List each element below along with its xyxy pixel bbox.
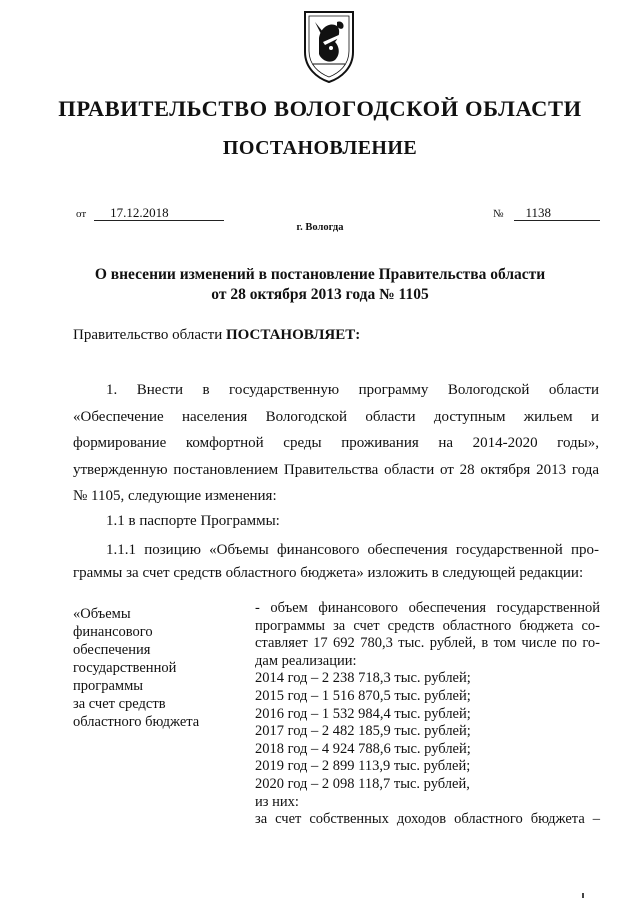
resolution-keyword: ПОСТАНОВЛЯЕТ:: [225, 327, 361, 343]
resolution-lead: Правительство области: [73, 327, 223, 343]
left-line: за счет средств: [73, 696, 166, 712]
right-intro-line: - объем финансового обеспечения государственной: [255, 600, 600, 616]
organization-title: ПРАВИТЕЛЬСТВО ВОЛОГОДСКОЙ ОБЛАСТИ: [58, 96, 582, 121]
left-line: обеспечения: [73, 642, 151, 658]
subject-line-2: от 28 октября 2013 года № 1105: [211, 286, 429, 303]
p1-line-5: № 1105, следующие изменения:: [73, 488, 277, 504]
paragraph-1-1: 1.1 в паспорте Программы:: [106, 513, 280, 529]
p1-line-1: 1. Внести в государственную программу Вологодской области: [106, 382, 599, 398]
year-line: 2018 год – 4 924 788,6 тыс. рублей;: [255, 740, 471, 757]
year-line: 2014 год – 2 238 718,3 тыс. рублей;: [255, 670, 471, 687]
city-label: г. Вологда: [296, 222, 344, 233]
document-subject: [0, 265, 640, 305]
coat-of-arms-emblem: [301, 8, 357, 84]
table-left-column: [73, 605, 253, 731]
left-line: финансового: [73, 624, 153, 640]
last-line: за счет собственных доходов областного бюджета –: [255, 811, 600, 828]
document-type-title: ПОСТАНОВЛЕНИЕ: [222, 137, 418, 159]
year-line: 2015 год – 1 516 870,5 тыс. рублей;: [255, 687, 471, 704]
p1-line-3: формирование комфортной среды проживания на 2014-2020 годы»,: [73, 435, 599, 451]
number-field: [493, 204, 600, 222]
left-line: областного бюджета: [73, 714, 200, 730]
date-prefix: от: [76, 208, 87, 220]
p3-line-2: граммы за счет средств областного бюджета» изложить в следующей редакции:: [73, 564, 584, 581]
date-field: [76, 204, 224, 222]
scan-artifact: [582, 893, 584, 898]
right-intro-line: ставляет 17 692 780,3 тыс. рублей, в том числе по го-: [255, 635, 600, 652]
of-them-label: из них:: [255, 793, 299, 810]
date-value: 17.12.2018: [94, 206, 224, 221]
right-intro-end: дам реализации:: [255, 652, 357, 669]
left-line: государственной: [73, 660, 177, 676]
year-line: 2016 год – 1 532 984,4 тыс. рублей;: [255, 705, 471, 722]
year-line: 2017 год – 2 482 185,9 тыс. рублей;: [255, 723, 471, 740]
number-prefix: №: [493, 208, 504, 220]
p3-line-1: 1.1.1 позицию «Объемы финансового обеспечения государственной про-: [106, 542, 599, 558]
left-line: программы: [73, 678, 143, 694]
year-line: 2020 год – 2 098 118,7 тыс. рублей,: [255, 775, 470, 792]
paragraph-1-1-1: [73, 539, 599, 584]
paragraph-1: [73, 377, 599, 510]
resolution-line: [73, 327, 360, 344]
year-line: 2019 год – 2 899 113,9 тыс. рублей;: [255, 758, 471, 775]
number-value: 1138: [514, 206, 600, 221]
p1-line-2: «Обеспечение населения Вологодской области доступным жильем и: [73, 408, 599, 425]
p1-line-4: утвержденную постановлением Правительства области от 28 октября 2013 года: [73, 461, 599, 478]
right-intro-line: программы за счет средств областного бюджета со-: [255, 617, 600, 634]
table-right-column: [255, 600, 600, 829]
subject-line-1: О внесении изменений в постановление Правительства области: [94, 266, 546, 283]
left-line: «Объемы: [73, 606, 131, 622]
